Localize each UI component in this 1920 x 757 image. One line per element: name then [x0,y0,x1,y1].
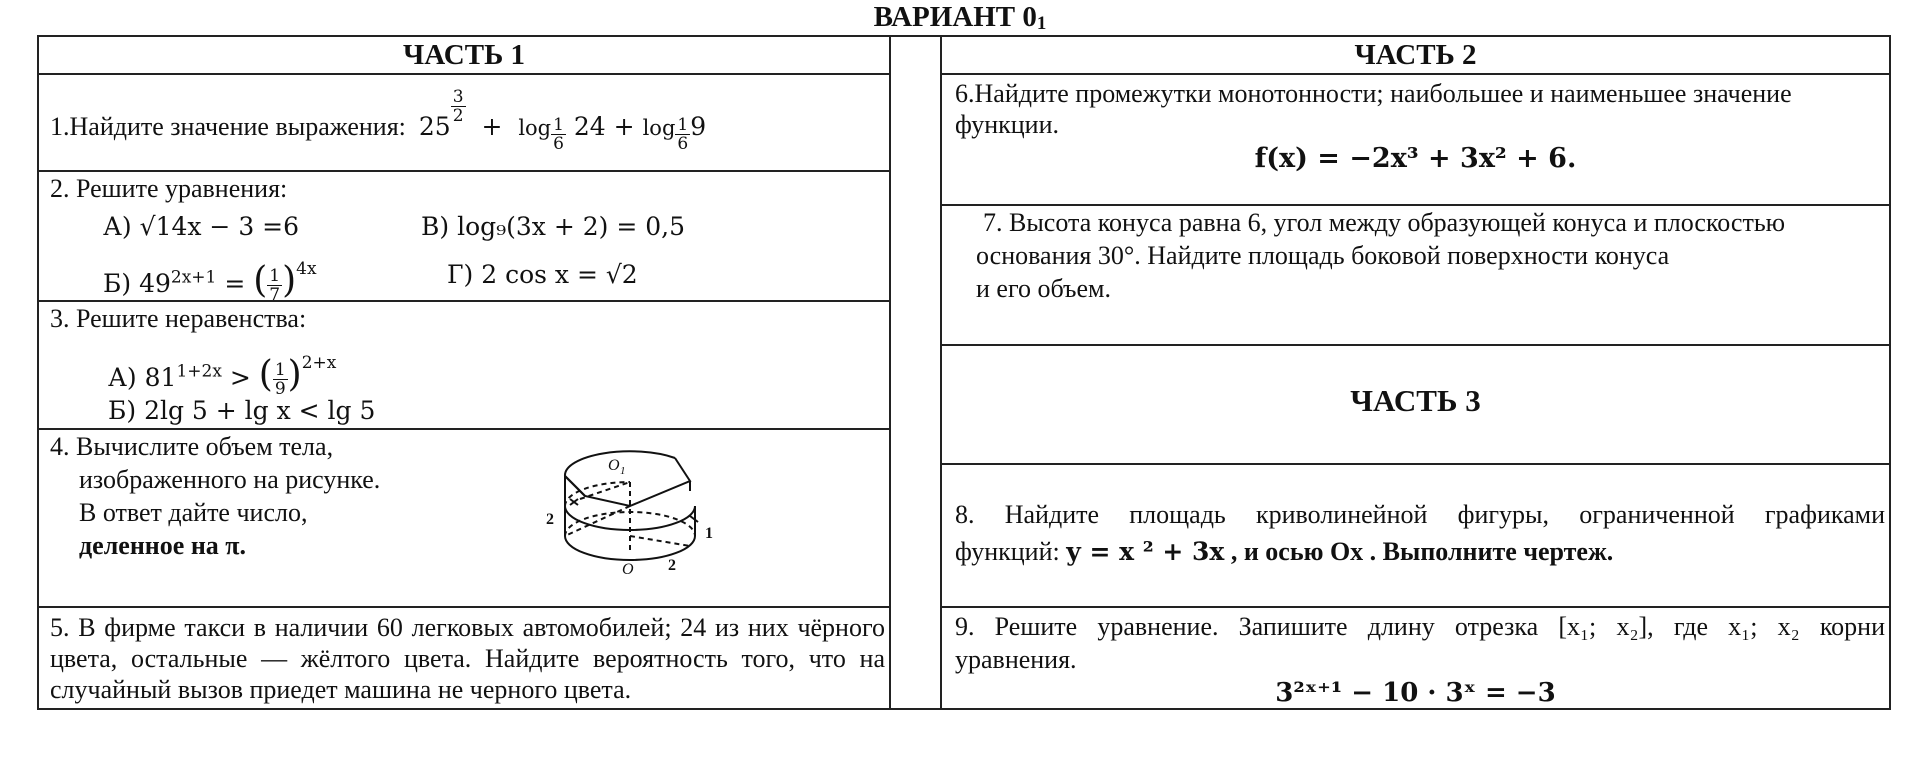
frac-num: 1 [274,360,286,380]
task2-a: А) √14x − 3 =6 [103,212,300,241]
task8-line2 [955,537,1885,567]
cylinder-figure [540,446,720,596]
task1-exp-den: 2 [452,106,464,126]
log-arg2: 9 [690,112,707,141]
log-base [675,116,690,153]
task8-suffix: , и осью Ox . Выполните чертеж. [1230,537,1614,566]
task2-g: Г) 2 cos x = √2 [447,260,638,289]
task8-line1: 8. Найдите площадь криволинейной фигуры, ограниченной графиками [955,500,1885,529]
log-base [551,116,566,153]
divider [940,606,1891,608]
task2-v: В) log₉(3x + 2) = 0,5 [421,212,686,241]
task4-line1: 4. Вычислите объем тела, [50,432,334,461]
task3-b: Б) 2lg 5 + lg x < lg 5 [108,396,376,425]
task2-b-frac [267,267,282,304]
task1-expression [418,87,707,154]
task3-title: 3. Решите неравенства: [50,304,307,333]
log-base-den: 6 [677,134,689,154]
task8-formula: y = x ² + 3x [1066,537,1225,566]
task3-a: А) $81^{1+2x}$ > ( $\frac{1}{9}$ )$^{2+x}$ [108,353,337,399]
middle-column [889,35,942,710]
label-o: O [622,561,634,578]
task4-line2: изображенного на рисунке. [79,465,381,494]
label-o1-sub: 1 [620,465,626,477]
divider [940,463,1891,465]
task1-exponent [451,88,466,125]
task1 [50,88,880,153]
divider [940,344,1891,346]
task2-b-pow: 4x [296,259,317,279]
part1-heading: ЧАСТЬ 1 [403,39,525,71]
task8-prefix: функций: [955,537,1060,566]
log-label: log [642,116,676,140]
task3-a-exp: 1+2x [176,361,222,382]
divider [37,170,891,172]
log-arg1: 24 [573,112,606,141]
plus-sign: + [613,112,635,141]
task2-b-exp: 2x+1 [170,267,217,288]
task7-line2: основания 30°. Найдите площадь боковой поверхности конуса [976,241,1670,270]
log-base-num: 1 [677,115,689,135]
task7-line1: 7. Высота конуса равна 6, угол между образующей конуса и плоскостью [983,208,1786,237]
task2-b: Б) $49^{2x+1}$ = ( $\frac{1}{7}$ )$^{4x}$ [103,259,317,305]
task2-title: 2. Решите уравнения: [50,174,288,203]
task6-text: 6.Найдите промежутки монотонности; наибольшее и наименьшее значение функции. [955,79,1792,139]
divider [940,73,1891,75]
divider [37,73,891,75]
frac-den: 9 [274,379,286,399]
variant-title-text: ВАРИАНТ 0 [873,1,1037,33]
log-base-num: 1 [553,115,564,135]
greater-sign: > [229,363,251,392]
part2-heading: ЧАСТЬ 2 [1354,39,1477,71]
divider [37,606,891,608]
task4-line4: деленное на π. [79,531,247,560]
variant-title-sub: 1 [1036,13,1047,34]
frac-num: 1 [269,266,281,286]
equals-sign: = [224,269,246,298]
label-o1: O [608,457,620,474]
part3-heading: ЧАСТЬ 3 [1350,383,1481,418]
label-one-right: 1 [705,525,713,542]
task1-base: 25 [418,112,451,141]
frac-den: 7 [269,285,281,305]
log-base-den: 6 [553,134,564,154]
task1-exp-num: 3 [452,87,464,107]
task3-a-frac [273,361,288,398]
label-two-bottom: 2 [668,557,676,574]
task2-b-prefix: Б) 49 [103,269,171,298]
divider [940,204,1891,206]
task4-line3: В ответ дайте число, [79,498,308,527]
task6-formula: f(x) = −2x³ + 3x² + 6. [1254,143,1577,174]
task5: 5. В фирме такси в наличии 60 легковых автомобилей; 24 из них чёрного цвета, остальные — жёлтого цвета. Найдите вероятность того, что на случайный вызов приедет машина не черного цвета. [50,613,885,704]
task1-text: 1.Найдите значение выражения: [50,112,406,141]
task3-a-pow: 2+x [301,353,337,373]
log-label: log [518,116,552,140]
task3-a-prefix: А) 81 [108,363,177,392]
label-two-left: 2 [546,511,554,528]
task9-line1: 9. Решите уравнение. Запишите длину отрезка [x₁; x₂], где x₁; x₂ корни [955,612,1886,641]
task9-formula: 3²ˣ⁺¹ − 10 · 3ˣ = −3 [1275,678,1556,708]
task9-line2: уравнения. [955,645,1077,674]
plus-sign: + [481,112,503,141]
divider [37,428,891,430]
task7-line3: и его объем. [976,274,1111,303]
